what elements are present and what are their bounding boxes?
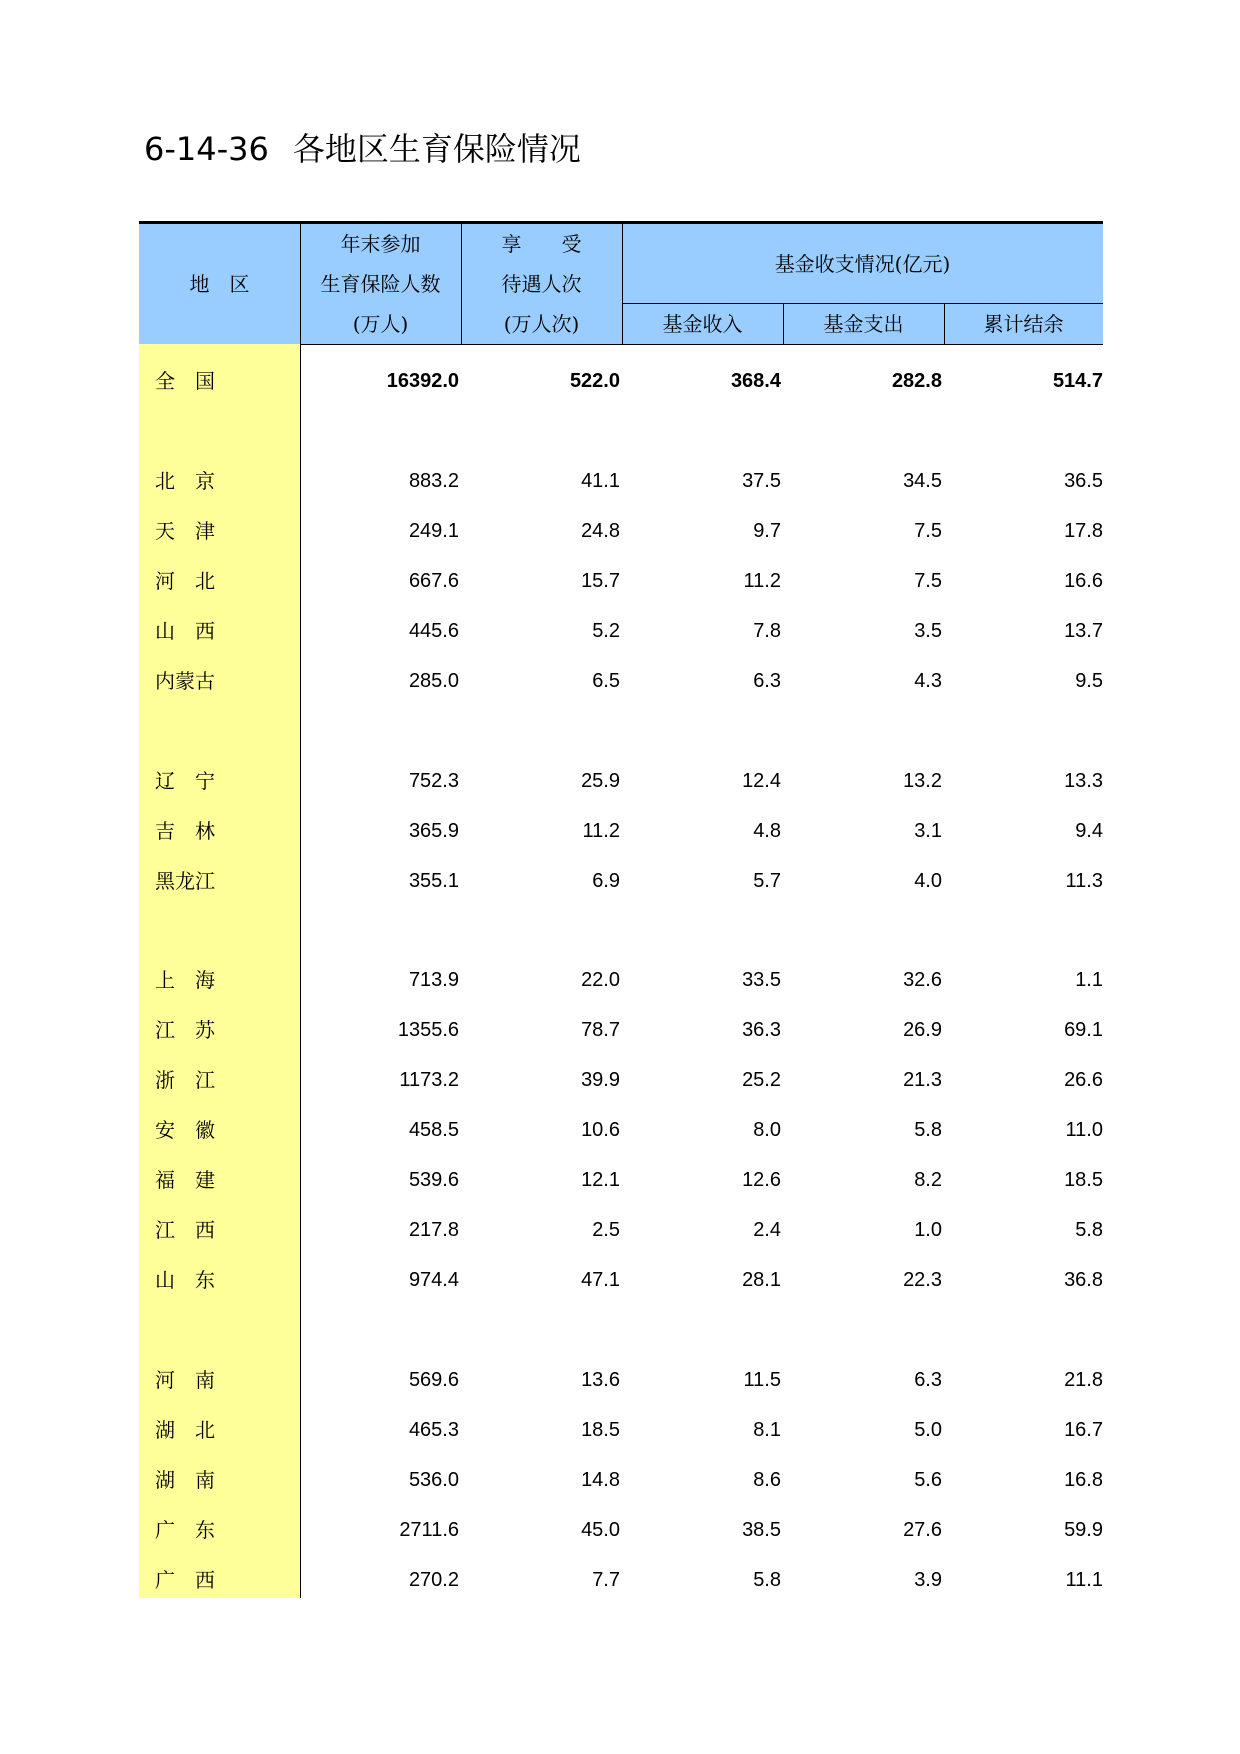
table-row [139, 556, 1103, 606]
table-row [139, 1005, 1103, 1055]
cell-insured: 285.0 [408, 670, 459, 692]
cell-balance: 13.7 [1064, 620, 1103, 642]
cell-income: 11.5 [743, 1369, 781, 1391]
region-name: 广 西 [155, 1568, 215, 1592]
cell-insured: 713.9 [408, 969, 459, 991]
cell-balance: 18.5 [1064, 1169, 1103, 1191]
header-beneficiaries-line1: 享 受 [501, 232, 582, 256]
cell-expense: 1.0 [914, 1219, 942, 1241]
cell-income: 11.2 [743, 570, 781, 592]
cell-insured: 974.4 [408, 1269, 459, 1291]
page-title [144, 124, 581, 170]
region-name: 河 北 [155, 569, 215, 593]
table-row [139, 1555, 1103, 1605]
cell-balance: 514.7 [1052, 370, 1103, 392]
table-row [139, 856, 1103, 906]
cell-income: 368.4 [730, 370, 781, 392]
cell-insured: 445.6 [408, 620, 459, 642]
table-row [139, 955, 1103, 1005]
cell-insured: 667.6 [408, 570, 459, 592]
table-row [139, 506, 1103, 556]
header-beneficiaries-line2: 待遇人次 [501, 272, 582, 296]
cell-expense: 7.5 [914, 570, 942, 592]
cell-insured: 752.3 [408, 770, 459, 792]
cell-balance: 11.3 [1065, 870, 1103, 892]
cell-expense: 21.3 [903, 1069, 942, 1091]
region-name: 福 建 [155, 1168, 215, 1192]
header-divider [622, 224, 623, 344]
cell-beneficiaries: 12.1 [581, 1169, 620, 1191]
cell-balance: 59.9 [1064, 1519, 1103, 1541]
header-fund-expense: 基金支出 [823, 312, 904, 336]
header-subrule [622, 303, 1103, 304]
cell-expense: 3.1 [914, 820, 942, 842]
cell-beneficiaries: 39.9 [581, 1069, 620, 1091]
table-row [139, 656, 1103, 706]
cell-income: 5.7 [753, 870, 781, 892]
header-divider [944, 304, 945, 344]
table-header [139, 224, 1103, 344]
header-insured-line3: (万人) [352, 312, 409, 336]
cell-income: 37.5 [742, 470, 781, 492]
cell-balance: 36.5 [1064, 470, 1103, 492]
cell-insured: 365.9 [408, 820, 459, 842]
cell-expense: 5.6 [914, 1469, 942, 1491]
cell-insured: 536.0 [408, 1469, 459, 1491]
cell-expense: 3.5 [914, 620, 942, 642]
cell-income: 33.5 [742, 969, 781, 991]
cell-beneficiaries: 11.2 [582, 820, 620, 842]
cell-beneficiaries: 13.6 [581, 1369, 620, 1391]
cell-expense: 5.0 [914, 1419, 942, 1441]
cell-balance: 13.3 [1064, 770, 1103, 792]
cell-beneficiaries: 5.2 [592, 620, 620, 642]
cell-insured: 16392.0 [386, 370, 459, 392]
table-row [139, 1055, 1103, 1105]
cell-income: 9.7 [753, 520, 781, 542]
header-fund-group: 基金收支情况(亿元) [774, 252, 951, 276]
header-fund-balance: 累计结余 [983, 312, 1064, 336]
region-name: 安 徽 [155, 1118, 215, 1142]
header-divider [300, 224, 301, 344]
cell-balance: 9.5 [1075, 670, 1103, 692]
cell-expense: 27.6 [903, 1519, 942, 1541]
cell-income: 7.8 [753, 620, 781, 642]
cell-income: 8.0 [753, 1119, 781, 1141]
cell-expense: 8.2 [914, 1169, 942, 1191]
cell-beneficiaries: 14.8 [581, 1469, 620, 1491]
header-beneficiaries-line3: (万人次) [503, 312, 580, 336]
cell-beneficiaries: 78.7 [581, 1019, 620, 1041]
region-name: 山 西 [155, 619, 215, 643]
table-row [139, 806, 1103, 856]
cell-income: 25.2 [742, 1069, 781, 1091]
region-name: 广 东 [155, 1518, 215, 1542]
cell-insured: 569.6 [408, 1369, 459, 1391]
region-name: 北 京 [155, 469, 215, 493]
header-divider [783, 304, 784, 344]
cell-income: 6.3 [753, 670, 781, 692]
cell-balance: 16.7 [1064, 1419, 1103, 1441]
cell-income: 8.6 [753, 1469, 781, 1491]
region-name: 吉 林 [155, 819, 215, 843]
header-insured-line2: 生育保险人数 [320, 272, 441, 296]
region-name: 江 苏 [155, 1018, 215, 1042]
cell-balance: 11.1 [1065, 1569, 1103, 1591]
cell-expense: 282.8 [891, 370, 942, 392]
cell-insured: 539.6 [408, 1169, 459, 1191]
cell-balance: 17.8 [1064, 520, 1103, 542]
cell-expense: 6.3 [914, 1369, 942, 1391]
cell-expense: 32.6 [903, 969, 942, 991]
table-row [139, 1155, 1103, 1205]
cell-income: 12.4 [742, 770, 781, 792]
cell-expense: 4.3 [914, 670, 942, 692]
cell-insured: 2711.6 [399, 1519, 459, 1541]
header-region: 地 区 [189, 272, 250, 296]
region-name: 上 海 [155, 968, 215, 992]
cell-beneficiaries: 18.5 [581, 1419, 620, 1441]
cell-insured: 1173.2 [399, 1069, 459, 1091]
table-row [139, 1105, 1103, 1155]
cell-expense: 5.8 [914, 1119, 942, 1141]
cell-beneficiaries: 2.5 [592, 1219, 620, 1241]
cell-expense: 22.3 [903, 1269, 942, 1291]
cell-insured: 1355.6 [397, 1019, 459, 1041]
cell-expense: 3.9 [914, 1569, 942, 1591]
header-divider [461, 224, 462, 344]
cell-beneficiaries: 15.7 [581, 570, 620, 592]
region-name: 山 东 [155, 1268, 215, 1292]
cell-balance: 69.1 [1064, 1019, 1103, 1041]
table-row [139, 1405, 1103, 1455]
table-row [139, 1255, 1103, 1305]
cell-beneficiaries: 522.0 [569, 370, 620, 392]
cell-balance: 1.1 [1075, 969, 1103, 991]
region-name: 湖 南 [155, 1468, 215, 1492]
region-name: 辽 宁 [155, 769, 215, 793]
cell-beneficiaries: 22.0 [581, 969, 620, 991]
cell-income: 2.4 [753, 1219, 781, 1241]
region-name: 浙 江 [155, 1068, 215, 1092]
table-row [139, 1505, 1103, 1555]
cell-balance: 16.8 [1064, 1469, 1103, 1491]
region-name: 江 西 [155, 1218, 215, 1242]
cell-balance: 5.8 [1075, 1219, 1103, 1241]
cell-income: 28.1 [742, 1269, 781, 1291]
cell-balance: 11.0 [1065, 1119, 1103, 1141]
cell-balance: 36.8 [1064, 1269, 1103, 1291]
region-name: 黑龙江 [155, 869, 215, 893]
cell-expense: 4.0 [914, 870, 942, 892]
table-row-total [139, 356, 1103, 406]
cell-balance: 21.8 [1064, 1369, 1103, 1391]
table-row [139, 456, 1103, 506]
table-row [139, 1455, 1103, 1505]
cell-beneficiaries: 47.1 [581, 1269, 620, 1291]
table-row [139, 756, 1103, 806]
table-row [139, 606, 1103, 656]
region-name: 天 津 [155, 519, 215, 543]
cell-balance: 26.6 [1064, 1069, 1103, 1091]
cell-beneficiaries: 10.6 [581, 1119, 620, 1141]
cell-income: 5.8 [753, 1569, 781, 1591]
header-insured-line1: 年末参加 [340, 232, 421, 256]
cell-beneficiaries: 7.7 [592, 1569, 620, 1591]
cell-beneficiaries: 24.8 [581, 520, 620, 542]
cell-insured: 458.5 [408, 1119, 459, 1141]
cell-insured: 355.1 [408, 870, 459, 892]
cell-insured: 465.3 [408, 1419, 459, 1441]
region-name: 内蒙古 [155, 669, 215, 693]
cell-income: 12.6 [742, 1169, 781, 1191]
region-name: 湖 北 [155, 1418, 215, 1442]
region-name: 河 南 [155, 1368, 215, 1392]
cell-insured: 883.2 [408, 470, 459, 492]
cell-expense: 13.2 [903, 770, 942, 792]
cell-balance: 9.4 [1075, 820, 1103, 842]
cell-income: 4.8 [753, 820, 781, 842]
cell-beneficiaries: 6.9 [592, 870, 620, 892]
table-title-text: 各地区生育保险情况 [292, 130, 581, 168]
cell-expense: 26.9 [903, 1019, 942, 1041]
table-number: 6-14-36 [144, 130, 269, 168]
cell-balance: 16.6 [1064, 570, 1103, 592]
cell-income: 8.1 [753, 1419, 781, 1441]
cell-income: 36.3 [742, 1019, 781, 1041]
cell-expense: 7.5 [914, 520, 942, 542]
table-row [139, 1355, 1103, 1405]
cell-insured: 270.2 [408, 1569, 459, 1591]
cell-insured: 217.8 [408, 1219, 459, 1241]
table-row [139, 1205, 1103, 1255]
cell-beneficiaries: 41.1 [581, 470, 620, 492]
cell-beneficiaries: 25.9 [581, 770, 620, 792]
cell-beneficiaries: 6.5 [592, 670, 620, 692]
cell-income: 38.5 [742, 1519, 781, 1541]
cell-expense: 34.5 [903, 470, 942, 492]
header-fund-income: 基金收入 [662, 312, 743, 336]
cell-insured: 249.1 [408, 520, 459, 542]
region-name: 全 国 [155, 369, 215, 393]
cell-beneficiaries: 45.0 [581, 1519, 620, 1541]
